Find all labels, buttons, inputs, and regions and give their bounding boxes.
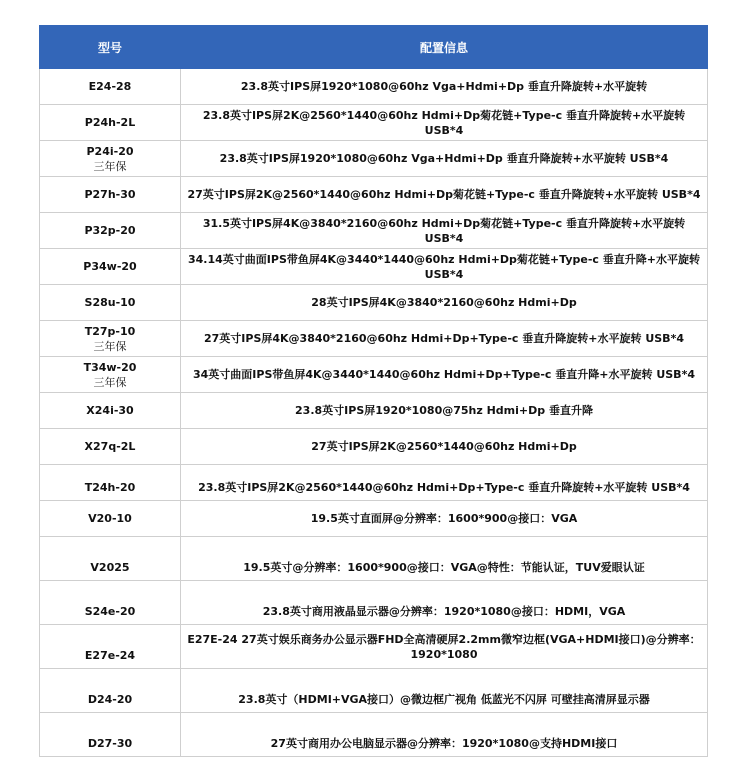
config-cell: 23.8英寸商用液晶显示器@分辨率：1920*1080@接口：HDMI，VGA [181,581,708,625]
model-cell: V20-10 [40,501,181,537]
model-cell: T24h-20 [40,465,181,501]
model-cell [40,321,181,357]
warranty-note: 三年保 [93,375,127,389]
config-cell: 23.8英寸IPS屏1920*1080@60hz Vga+Hdmi+Dp 垂直升降旋转+水平旋转 USB*4 [181,141,708,177]
model-name: T27p-10 [84,324,136,338]
table-row [40,501,708,537]
table-row [40,713,708,757]
config-cell: 19.5英寸@分辨率：1600*900@接口：VGA@特性：节能认证，TUV爱眼认证 [181,537,708,581]
model-cell: E27e-24 [40,625,181,669]
table-row [40,285,708,321]
table-row [40,177,708,213]
model-cell: D27-30 [40,713,181,757]
config-cell: 28英寸IPS屏4K@3840*2160@60hz Hdmi+Dp [181,285,708,321]
config-cell: 27英寸IPS屏2K@2560*1440@60hz Hdmi+Dp [181,429,708,465]
table-row [40,105,708,141]
model-cell [40,141,181,177]
model-cell: S28u-10 [40,285,181,321]
table-header-row [40,26,708,69]
config-cell: 27英寸IPS屏2K@2560*1440@60hz Hdmi+Dp菊花链+Type-c 垂直升降旋转+水平旋转 USB*4 [181,177,708,213]
model-name: T34w-20 [83,360,137,374]
model-cell: D24-20 [40,669,181,713]
model-name: P24i-20 [86,144,134,158]
config-cell: 23.8英寸IPS屏1920*1080@60hz Vga+Hdmi+Dp 垂直升降旋转+水平旋转 [181,69,708,105]
table-row [40,69,708,105]
header-config: 配置信息 [181,26,708,69]
model-cell: P24h-2L [40,105,181,141]
table-row [40,321,708,357]
config-cell: 19.5英寸直面屏@分辨率：1600*900@接口：VGA [181,501,708,537]
config-cell: 34.14英寸曲面IPS带鱼屏4K@3440*1440@60hz Hdmi+Dp菊花链+Type-c 垂直升降+水平旋转 USB*4 [181,249,708,285]
model-cell: P34w-20 [40,249,181,285]
model-cell: V2025 [40,537,181,581]
config-cell: 31.5英寸IPS屏4K@3840*2160@60hz Hdmi+Dp菊花链+Type-c 垂直升降旋转+水平旋转 USB*4 [181,213,708,249]
model-cell: X27q-2L [40,429,181,465]
table-row [40,669,708,713]
header-model: 型号 [40,26,181,69]
table-row [40,393,708,429]
config-cell: 27英寸商用办公电脑显示器@分辨率：1920*1080@支持HDMI接口 [181,713,708,757]
table-row [40,625,708,669]
table-row [40,429,708,465]
table-row [40,537,708,581]
table-row [40,581,708,625]
config-cell: 23.8英寸IPS屏2K@2560*1440@60hz Hdmi+Dp菊花链+Type-c 垂直升降旋转+水平旋转 USB*4 [181,105,708,141]
table-row [40,213,708,249]
model-cell [40,357,181,393]
table-row [40,249,708,285]
warranty-note: 三年保 [93,159,127,173]
table-row [40,465,708,501]
config-cell: 34英寸曲面IPS带鱼屏4K@3440*1440@60hz Hdmi+Dp+Type-c 垂直升降+水平旋转 USB*4 [181,357,708,393]
config-cell: 27英寸IPS屏4K@3840*2160@60hz Hdmi+Dp+Type-c 垂直升降旋转+水平旋转 USB*4 [181,321,708,357]
config-cell: E27E-24 27英寸娱乐商务办公显示器FHD全高清硬屏2.2mm微窄边框(VGA+HDMI接口)@分辨率：1920*1080 [181,625,708,669]
model-cell: P27h-30 [40,177,181,213]
table-row [40,141,708,177]
model-cell: P32p-20 [40,213,181,249]
config-cell: 23.8英寸IPS屏2K@2560*1440@60hz Hdmi+Dp+Type-c 垂直升降旋转+水平旋转 USB*4 [181,465,708,501]
config-cell: 23.8英寸（HDMI+VGA接口）@微边框广视角 低蓝光不闪屏 可壁挂高清屏显示器 [181,669,708,713]
model-cell: S24e-20 [40,581,181,625]
model-cell: X24i-30 [40,393,181,429]
model-cell: E24-28 [40,69,181,105]
spec-table [39,25,708,757]
config-cell: 23.8英寸IPS屏1920*1080@75hz Hdmi+Dp 垂直升降 [181,393,708,429]
warranty-note: 三年保 [93,339,127,353]
table-row [40,357,708,393]
